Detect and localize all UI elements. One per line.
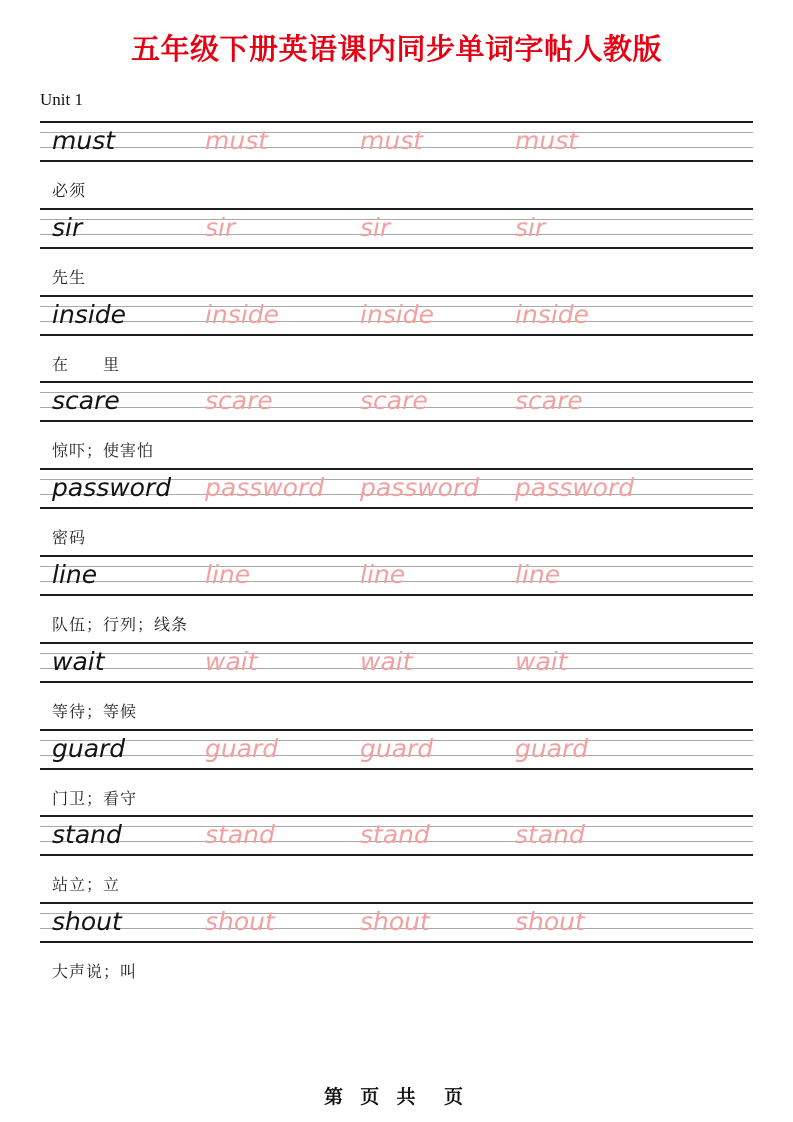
word-sample: guard — [52, 733, 126, 763]
word-trace-1: shout — [205, 907, 275, 937]
word-sample: sir — [52, 212, 83, 242]
guide-top-line — [40, 208, 753, 210]
word-trace-1: password — [205, 473, 325, 503]
unit-label: Unit 1 — [40, 90, 83, 109]
word-trace-1: scare — [205, 386, 273, 416]
word-sample: wait — [52, 646, 105, 676]
word-trace-3: wait — [515, 646, 568, 676]
word-trace-1: sir — [205, 212, 236, 242]
word-meaning: 必须 — [52, 183, 87, 200]
word-row — [40, 642, 753, 729]
word-row — [40, 121, 753, 208]
word-trace-1: must — [205, 126, 269, 155]
word-practice-list — [40, 121, 753, 989]
page-title: 五年级下册英语课内同步单词字帖人教版 — [130, 34, 662, 66]
word-trace-2: guard — [360, 733, 434, 763]
word-trace-1: inside — [205, 299, 280, 329]
word-meaning: 惊吓；使害怕 — [52, 443, 155, 461]
word-trace-1: guard — [205, 733, 279, 763]
four-line-writing-guide — [40, 555, 753, 596]
word-meaning: 等待；等候 — [52, 703, 138, 721]
word-meaning: 门卫；看守 — [52, 790, 138, 808]
word-row — [40, 729, 753, 816]
word-trace-2: stand — [360, 820, 430, 850]
word-trace-2: password — [360, 473, 480, 503]
word-trace-2: sir — [360, 212, 391, 242]
word-trace-3: stand — [515, 820, 585, 850]
word-trace-1: wait — [205, 646, 258, 676]
word-sample: inside — [52, 299, 127, 329]
word-trace-2: shout — [360, 907, 430, 937]
four-line-writing-guide — [40, 468, 753, 509]
word-trace-3: shout — [515, 907, 585, 937]
word-trace-2: inside — [360, 299, 435, 329]
guide-upper-mid-line — [40, 219, 753, 220]
word-meaning: 密码 — [52, 530, 87, 548]
word-trace-3: sir — [515, 212, 546, 242]
word-meaning: 先生 — [52, 269, 87, 287]
word-sample: line — [52, 559, 98, 589]
four-line-writing-guide — [40, 295, 753, 336]
four-line-writing-guide — [40, 729, 753, 770]
word-trace-3: password — [515, 473, 635, 503]
four-line-writing-guide — [40, 381, 753, 422]
word-row — [40, 815, 753, 902]
word-sample: scare — [52, 386, 120, 416]
word-row — [40, 555, 753, 642]
guide-bottom-line — [40, 247, 753, 249]
four-line-writing-guide — [40, 121, 753, 162]
word-row — [40, 295, 753, 382]
word-row — [40, 381, 753, 468]
word-trace-2: must — [360, 126, 424, 155]
word-sample: password — [52, 473, 172, 503]
word-trace-3: scare — [515, 386, 583, 416]
word-trace-3: line — [515, 559, 561, 589]
word-row — [40, 468, 753, 555]
word-sample: stand — [52, 820, 122, 850]
word-meaning: 大声说；叫 — [52, 964, 138, 982]
word-meaning: 队伍；行列；线条 — [52, 616, 189, 634]
word-trace-1: line — [205, 559, 251, 589]
word-trace-2: scare — [360, 386, 428, 416]
four-line-writing-guide — [40, 208, 753, 249]
four-line-writing-guide — [40, 642, 753, 683]
word-trace-3: must — [515, 126, 579, 155]
word-sample: shout — [52, 907, 122, 937]
guide-baseline — [40, 234, 753, 235]
word-trace-2: wait — [360, 646, 413, 676]
four-line-writing-guide — [40, 815, 753, 856]
word-meaning: 站立；立 — [52, 877, 121, 895]
word-trace-3: inside — [515, 299, 590, 329]
page-footer: 第 页 共 页 — [323, 1087, 470, 1108]
word-trace-3: guard — [515, 733, 589, 763]
word-row — [40, 902, 753, 989]
word-trace-2: line — [360, 559, 406, 589]
word-meaning: 在 里 — [52, 356, 121, 374]
four-line-writing-guide — [40, 902, 753, 943]
word-row — [40, 208, 753, 295]
word-trace-1: stand — [205, 820, 275, 850]
word-sample: must — [52, 126, 116, 155]
